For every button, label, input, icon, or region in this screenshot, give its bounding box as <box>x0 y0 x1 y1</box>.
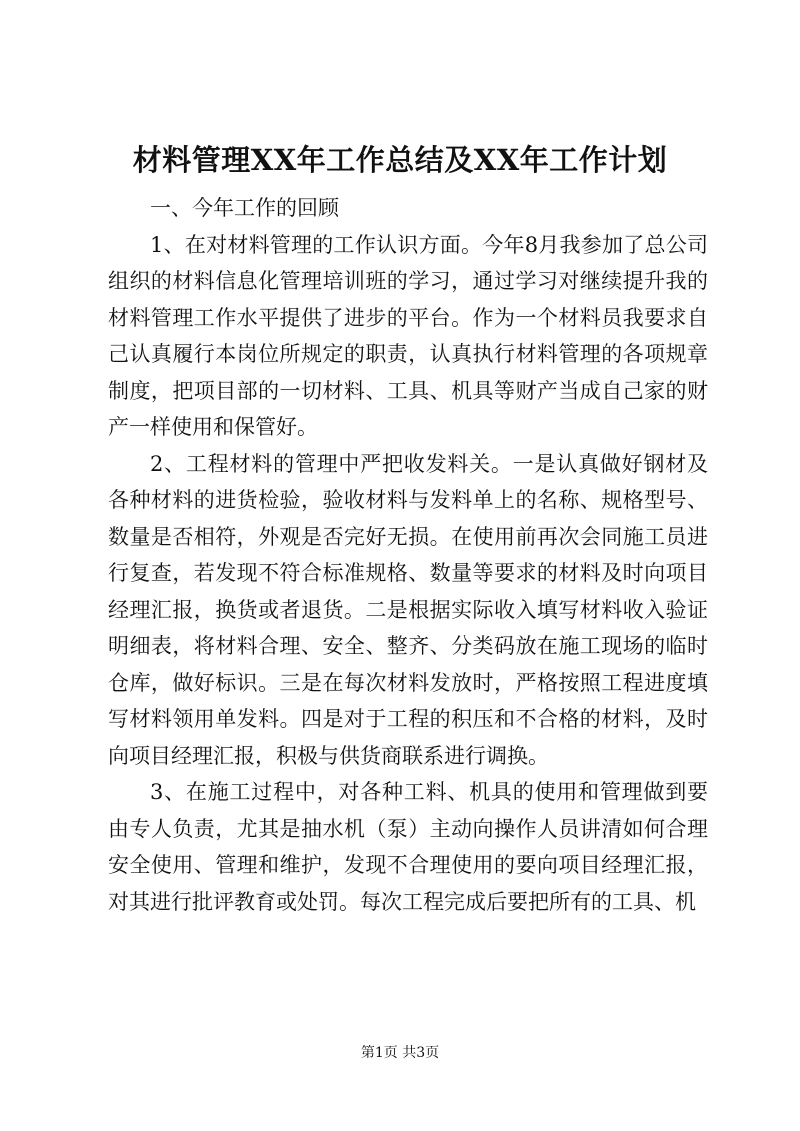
document-body <box>108 190 708 920</box>
section-heading: 一、今年工作的回顾 <box>150 196 339 220</box>
paragraph-1: 1、在对材料管理的工作认识方面。今年8月我参加了总公司组织的材料信息化管理培训班的学习，通过学习对继续提升我的材料管理工作水平提供了进步的平台。作为一个材料员我要求自己认真履行本岗位所规定的职责，认真执行材料管理的各项规章制度，把项目部的一切材料、工具、机具等财产当成自己家的财产一样使用和保管好。 <box>108 232 708 439</box>
paragraph-3: 3、在施工过程中，对各种工料、机具的使用和管理做到要由专人负责，尤其是抽水机（泵）主动向操作人员讲清如何合理安全使用、管理和维护，发现不合理使用的要向项目经理汇报，对其进行批评教育或处罚。每次工程完成后要把所有的工具、机 <box>108 780 708 914</box>
paragraph-2: 2、工程材料的管理中严把收发料关。一是认真做好钢材及各种材料的进货检验，验收材料与发料单上的名称、规格型号、数量是否相符，外观是否完好无损。在使用前再次会同施工员进行复查，若发现不符合标准规格、数量等要求的材料及时向项目经理汇报，换货或者退货。二是根据实际收入填写材料收入验证明细表，将材料合理、安全、整齐、分类码放在施工现场的临时仓库，做好标识。三是在每次材料发放时，严格按照工程进度填写材料领用单发料。四是对于工程的积压和不合格的材料，及时向项目经理汇报，积极与供货商联系进行调换。 <box>108 451 708 768</box>
document-title: 材料管理XX年工作总结及XX年工作计划 <box>132 143 668 177</box>
page-footer: 第1页 共3页 <box>360 1045 440 1061</box>
